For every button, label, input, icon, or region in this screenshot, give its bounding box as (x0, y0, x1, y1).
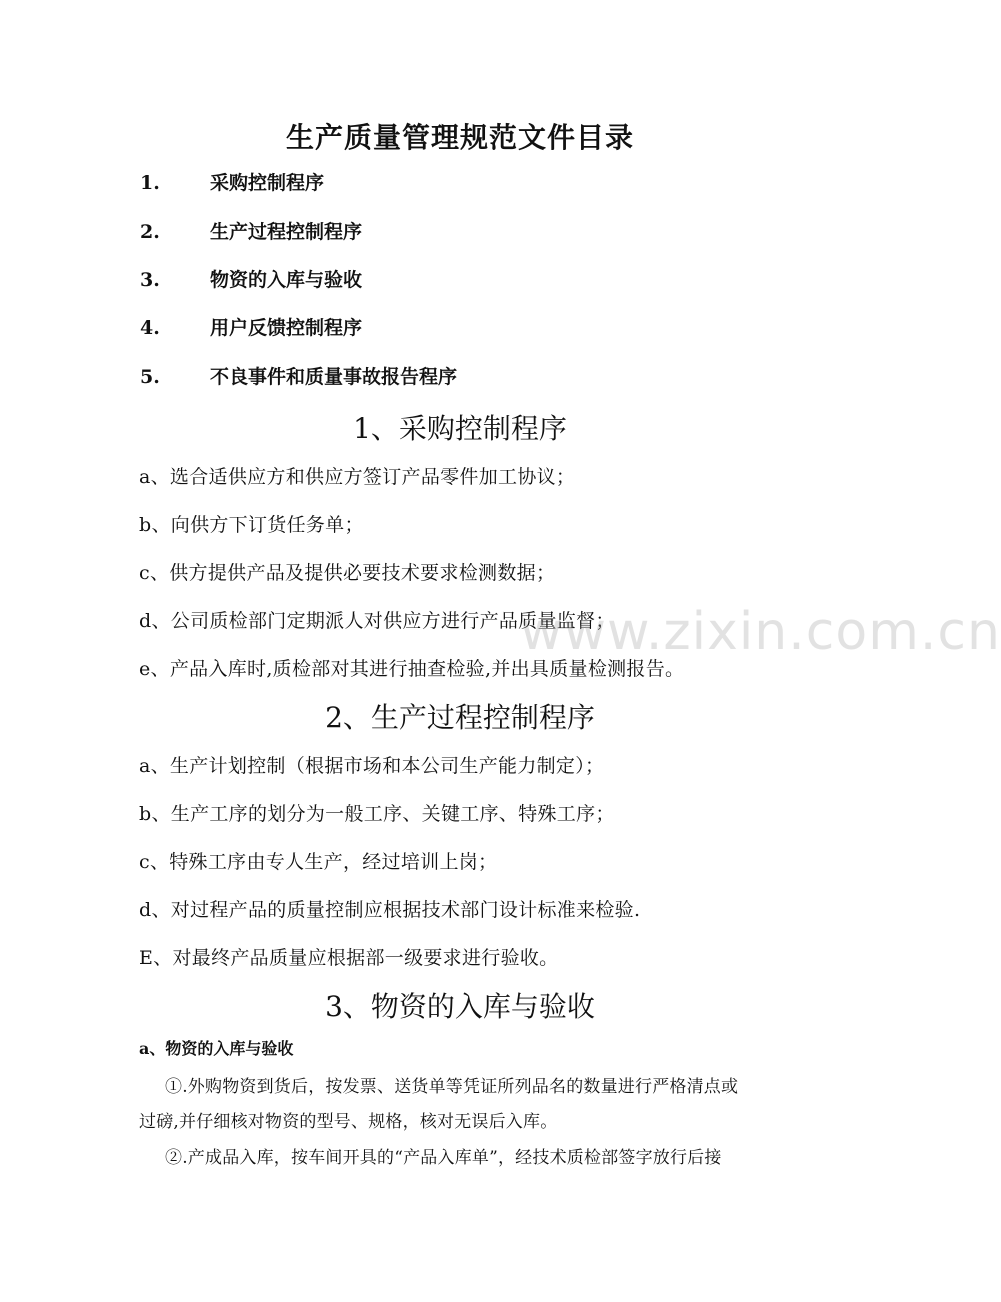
toc-text: 物资的入库与验收 (210, 269, 363, 291)
paragraph: c、特殊工序由专人生产，经过培训上岗； (139, 851, 498, 873)
toc-text: 采购控制程序 (210, 172, 325, 194)
toc-number: 5. (140, 366, 160, 388)
paragraph: c、供方提供产品及提供必要技术要求检测数据； (139, 562, 556, 584)
paragraph: E、对最终产品质量应根据部一级要求进行验收。 (139, 947, 559, 969)
toc-text: 生产过程控制程序 (210, 221, 363, 243)
toc-number: 2. (140, 221, 160, 243)
sub-heading: a、物资的入库与验收 (139, 1039, 294, 1058)
paragraph: a、选合适供应方和供应方签订产品零件加工协议； (139, 466, 576, 488)
toc-number: 4. (140, 317, 160, 339)
body-text-line: 过磅,并仔细核对物资的型号、规格，核对无误后入库。 (139, 1112, 558, 1132)
toc-text: 用户反馈控制程序 (210, 317, 363, 339)
paragraph: b、生产工序的划分为一般工序、关键工序、特殊工序； (139, 803, 615, 825)
section-heading: 3、物资的入库与验收 (325, 990, 595, 1023)
paragraph: a、生产计划控制（根据市场和本公司生产能力制定）； (139, 755, 605, 777)
toc-number: 1. (140, 172, 160, 194)
paragraph: b、向供方下订货任务单； (139, 514, 364, 536)
body-text-line: ②.产成品入库，按车间开具的“产品入库单”，经技术质检部签字放行后接 (165, 1148, 722, 1168)
document-title: 生产质量管理规范文件目录 (285, 121, 634, 154)
section-heading: 2、生产过程控制程序 (325, 701, 595, 734)
toc-text: 不良事件和质量事故报告程序 (210, 366, 458, 388)
paragraph: e、产品入库时,质检部对其进行抽查检验,并出具质量检测报告。 (139, 658, 685, 680)
paragraph: d、对过程产品的质量控制应根据技术部门设计标准来检验. (139, 899, 641, 921)
watermark: www.zixin.com.cn (520, 602, 1001, 662)
toc-number: 3. (140, 269, 160, 291)
body-text-line: ①.外购物资到货后，按发票、送货单等凭证所列品名的数量进行严格清点或 (165, 1077, 739, 1097)
paragraph: d、公司质检部门定期派人对供应方进行产品质量监督； (139, 610, 615, 632)
section-heading: 1、采购控制程序 (353, 412, 567, 445)
